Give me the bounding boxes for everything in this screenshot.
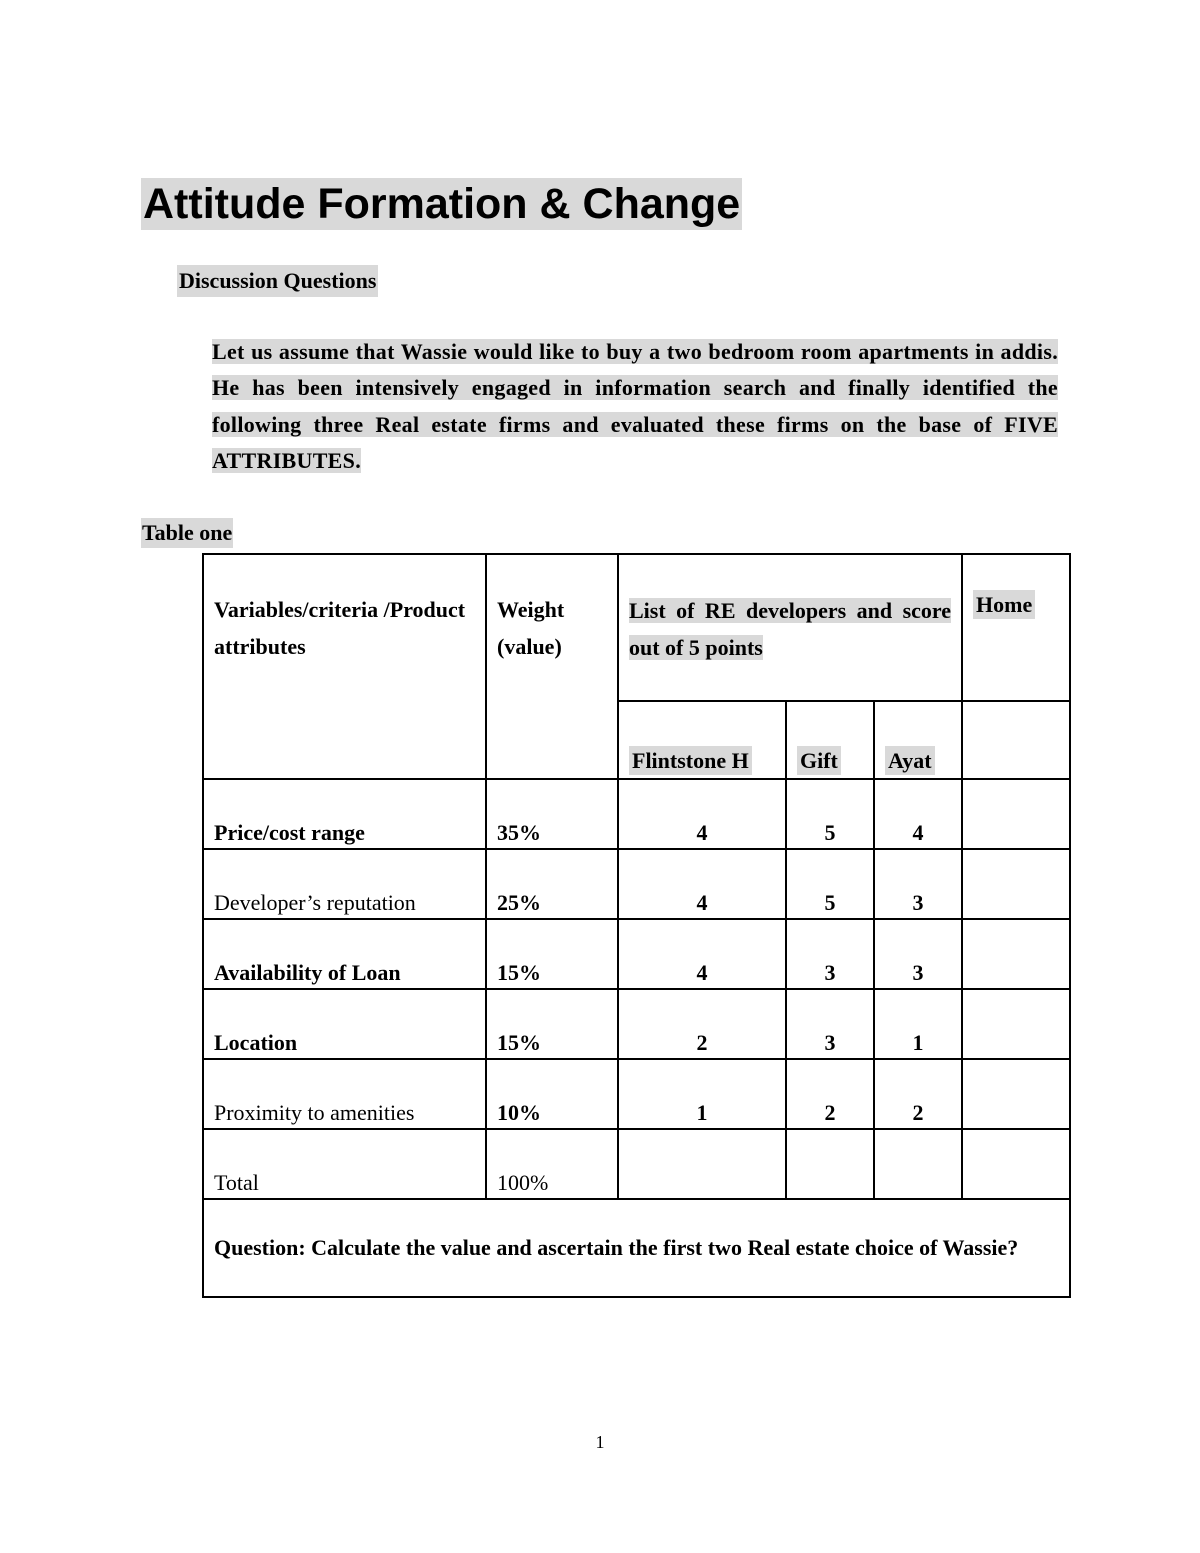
firm-label: Ayat — [885, 746, 935, 775]
firm-label: Gift — [797, 746, 841, 775]
score-cell: 4 — [874, 779, 962, 849]
total-label: Total — [203, 1129, 486, 1199]
score-cell: 5 — [786, 849, 874, 919]
criteria-header: Variables/criteria /Product attributes — [203, 554, 486, 779]
home-cell — [962, 919, 1070, 989]
developers-group-header — [618, 554, 962, 701]
table-row — [203, 1059, 1070, 1129]
score-cell: 2 — [786, 1059, 874, 1129]
criterion-cell: Price/cost range — [203, 779, 486, 849]
total-weight: 100% — [486, 1129, 618, 1199]
question-text: Question: Calculate the value and ascertain the first two Real estate choice of Wassie? — [203, 1199, 1070, 1297]
criterion-cell: Location — [203, 989, 486, 1059]
page-number: 1 — [595, 1432, 605, 1452]
criterion-cell: Availability of Loan — [203, 919, 486, 989]
firm-label: Flintstone H — [629, 746, 752, 775]
intro-text: Let us assume that Wassie would like to buy a two bedroom room apartments in addis. He has been intensively engaged in information search and finally identified the following three Real estate firms and evaluated these firms on the base of FIVE ATTRIBUTES. — [212, 339, 1058, 473]
firm-header-ayat — [874, 701, 962, 779]
score-cell: 4 — [618, 779, 786, 849]
total-score-cell — [618, 1129, 786, 1199]
total-score-cell — [786, 1129, 874, 1199]
developers-group-label: List of RE developers and score out of 5 points — [629, 598, 952, 660]
evaluation-table — [202, 553, 1071, 1298]
total-home-cell — [962, 1129, 1070, 1199]
total-row — [203, 1129, 1070, 1199]
weight-cell: 15% — [486, 989, 618, 1059]
table-header-row — [203, 554, 1070, 701]
score-cell: 4 — [618, 849, 786, 919]
table-row — [203, 849, 1070, 919]
firm-header-flintstone — [618, 701, 786, 779]
home-cell — [962, 1059, 1070, 1129]
table-row — [203, 989, 1070, 1059]
home-header-empty — [962, 701, 1070, 779]
table-label: Table one — [141, 518, 233, 548]
table-row — [203, 779, 1070, 849]
question-row — [203, 1199, 1070, 1297]
weight-cell: 25% — [486, 849, 618, 919]
score-cell: 3 — [786, 919, 874, 989]
score-cell: 3 — [786, 989, 874, 1059]
home-cell — [962, 849, 1070, 919]
home-header — [962, 554, 1070, 701]
score-cell: 1 — [618, 1059, 786, 1129]
weight-cell: 35% — [486, 779, 618, 849]
total-score-cell — [874, 1129, 962, 1199]
document-title: Attitude Formation & Change — [143, 180, 741, 228]
score-cell: 5 — [786, 779, 874, 849]
weight-header: Weight (value) — [486, 554, 618, 779]
score-cell: 4 — [618, 919, 786, 989]
section-heading: Discussion Questions — [177, 265, 378, 297]
weight-cell: 15% — [486, 919, 618, 989]
weight-cell: 10% — [486, 1059, 618, 1129]
score-cell: 2 — [874, 1059, 962, 1129]
home-cell — [962, 779, 1070, 849]
score-cell: 3 — [874, 919, 962, 989]
firm-header-gift — [786, 701, 874, 779]
intro-paragraph — [212, 334, 1058, 479]
criterion-cell: Proximity to amenities — [203, 1059, 486, 1129]
home-cell — [962, 989, 1070, 1059]
score-cell: 1 — [874, 989, 962, 1059]
home-label: Home — [973, 590, 1035, 619]
score-cell: 2 — [618, 989, 786, 1059]
criterion-cell: Developer’s reputation — [203, 849, 486, 919]
table-row — [203, 919, 1070, 989]
score-cell: 3 — [874, 849, 962, 919]
